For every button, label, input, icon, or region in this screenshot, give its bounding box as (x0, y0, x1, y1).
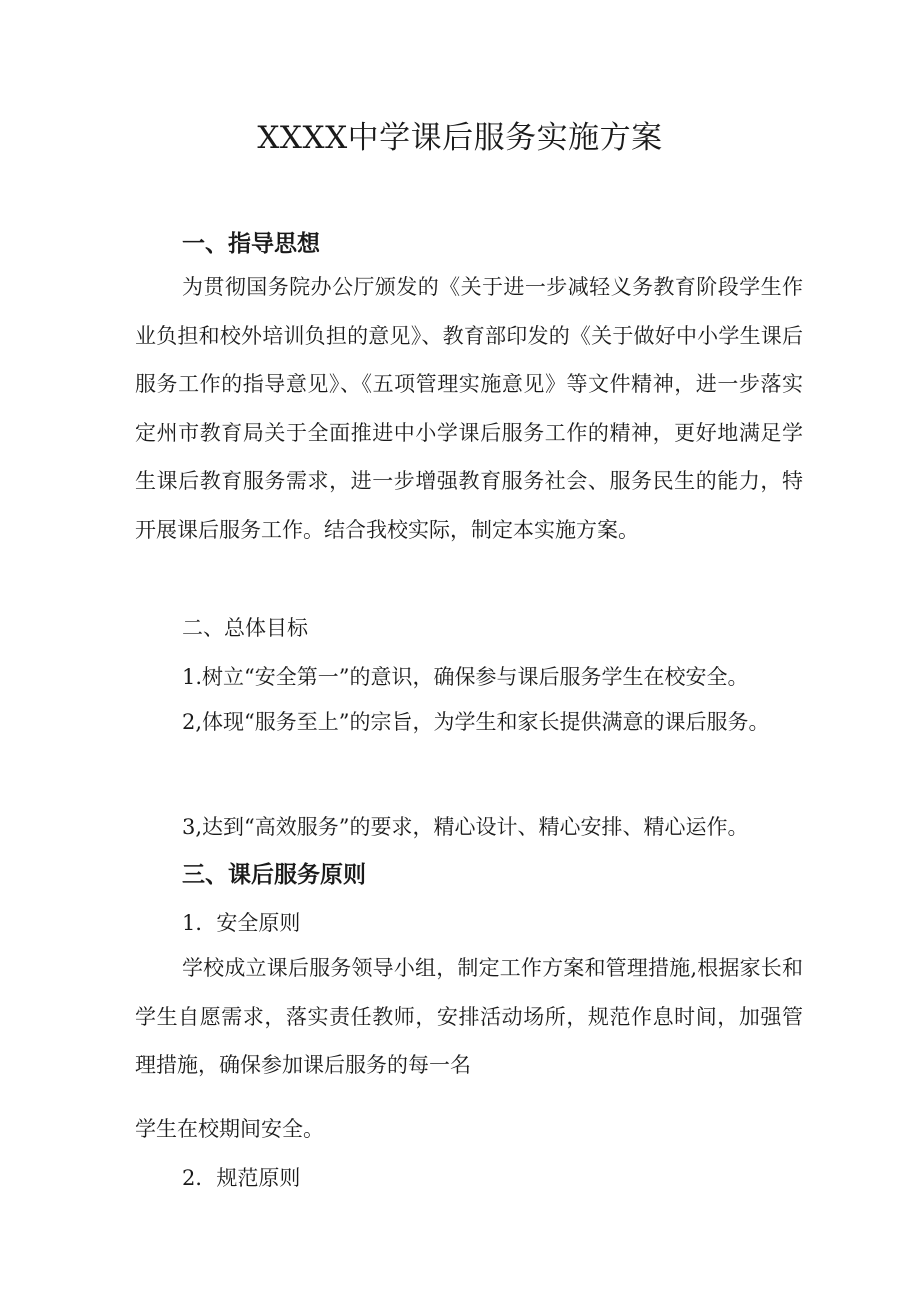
guiding-ideology-paragraph: 为贯彻国务院办公厅颁发的《关于进一步减轻义务教育阶段学生作业负担和校外培训负担的意见》、教育部印发的《关于做好中小学生课后服务工作的指导意见》、《五项管理实施意见》等文件精神，进一步落实定州市教育局关于全面推进中小学课后服务工作的精神，更好地满足学生课后教育服务需求，进一步增强教育服务社会、服务民生的能力，特开展课后服务工作。结合我校实际，制定本实施方案。 (135, 275, 803, 542)
section-heading-overall-goals: 二、总体目标 (182, 616, 308, 640)
goal-item-3: 3,达到“高效服务”的要求，精心设计、精心安排、精心运作。 (182, 815, 749, 839)
goal-item-1: 1.树立“安全第一”的意识，确保参与课后服务学生在校安全。 (182, 665, 749, 689)
principle-safety-heading: 1．安全原则 (182, 911, 301, 935)
section-heading-service-principles: 三、课后服务原则 (182, 862, 366, 888)
principle-safety-continued: 学生在校期间安全。 (135, 1117, 324, 1141)
principle-standard-heading: 2．规范原则 (182, 1166, 301, 1190)
section-heading-guiding-ideology: 一、指导思想 (182, 231, 320, 257)
goal-item-2: 2,体现“服务至上”的宗旨，为学生和家长提供满意的课后服务。 (182, 710, 770, 734)
document-title: XXXX中学课后服务实施方案 (257, 120, 663, 156)
principle-safety-paragraph: 学校成立课后服务领导小组，制定工作方案和管理措施,根据家长和学生自愿需求，落实责任教师，安排活动场所，规范作息时间，加强管理措施，确保参加课后服务的每一名 (135, 956, 803, 1078)
